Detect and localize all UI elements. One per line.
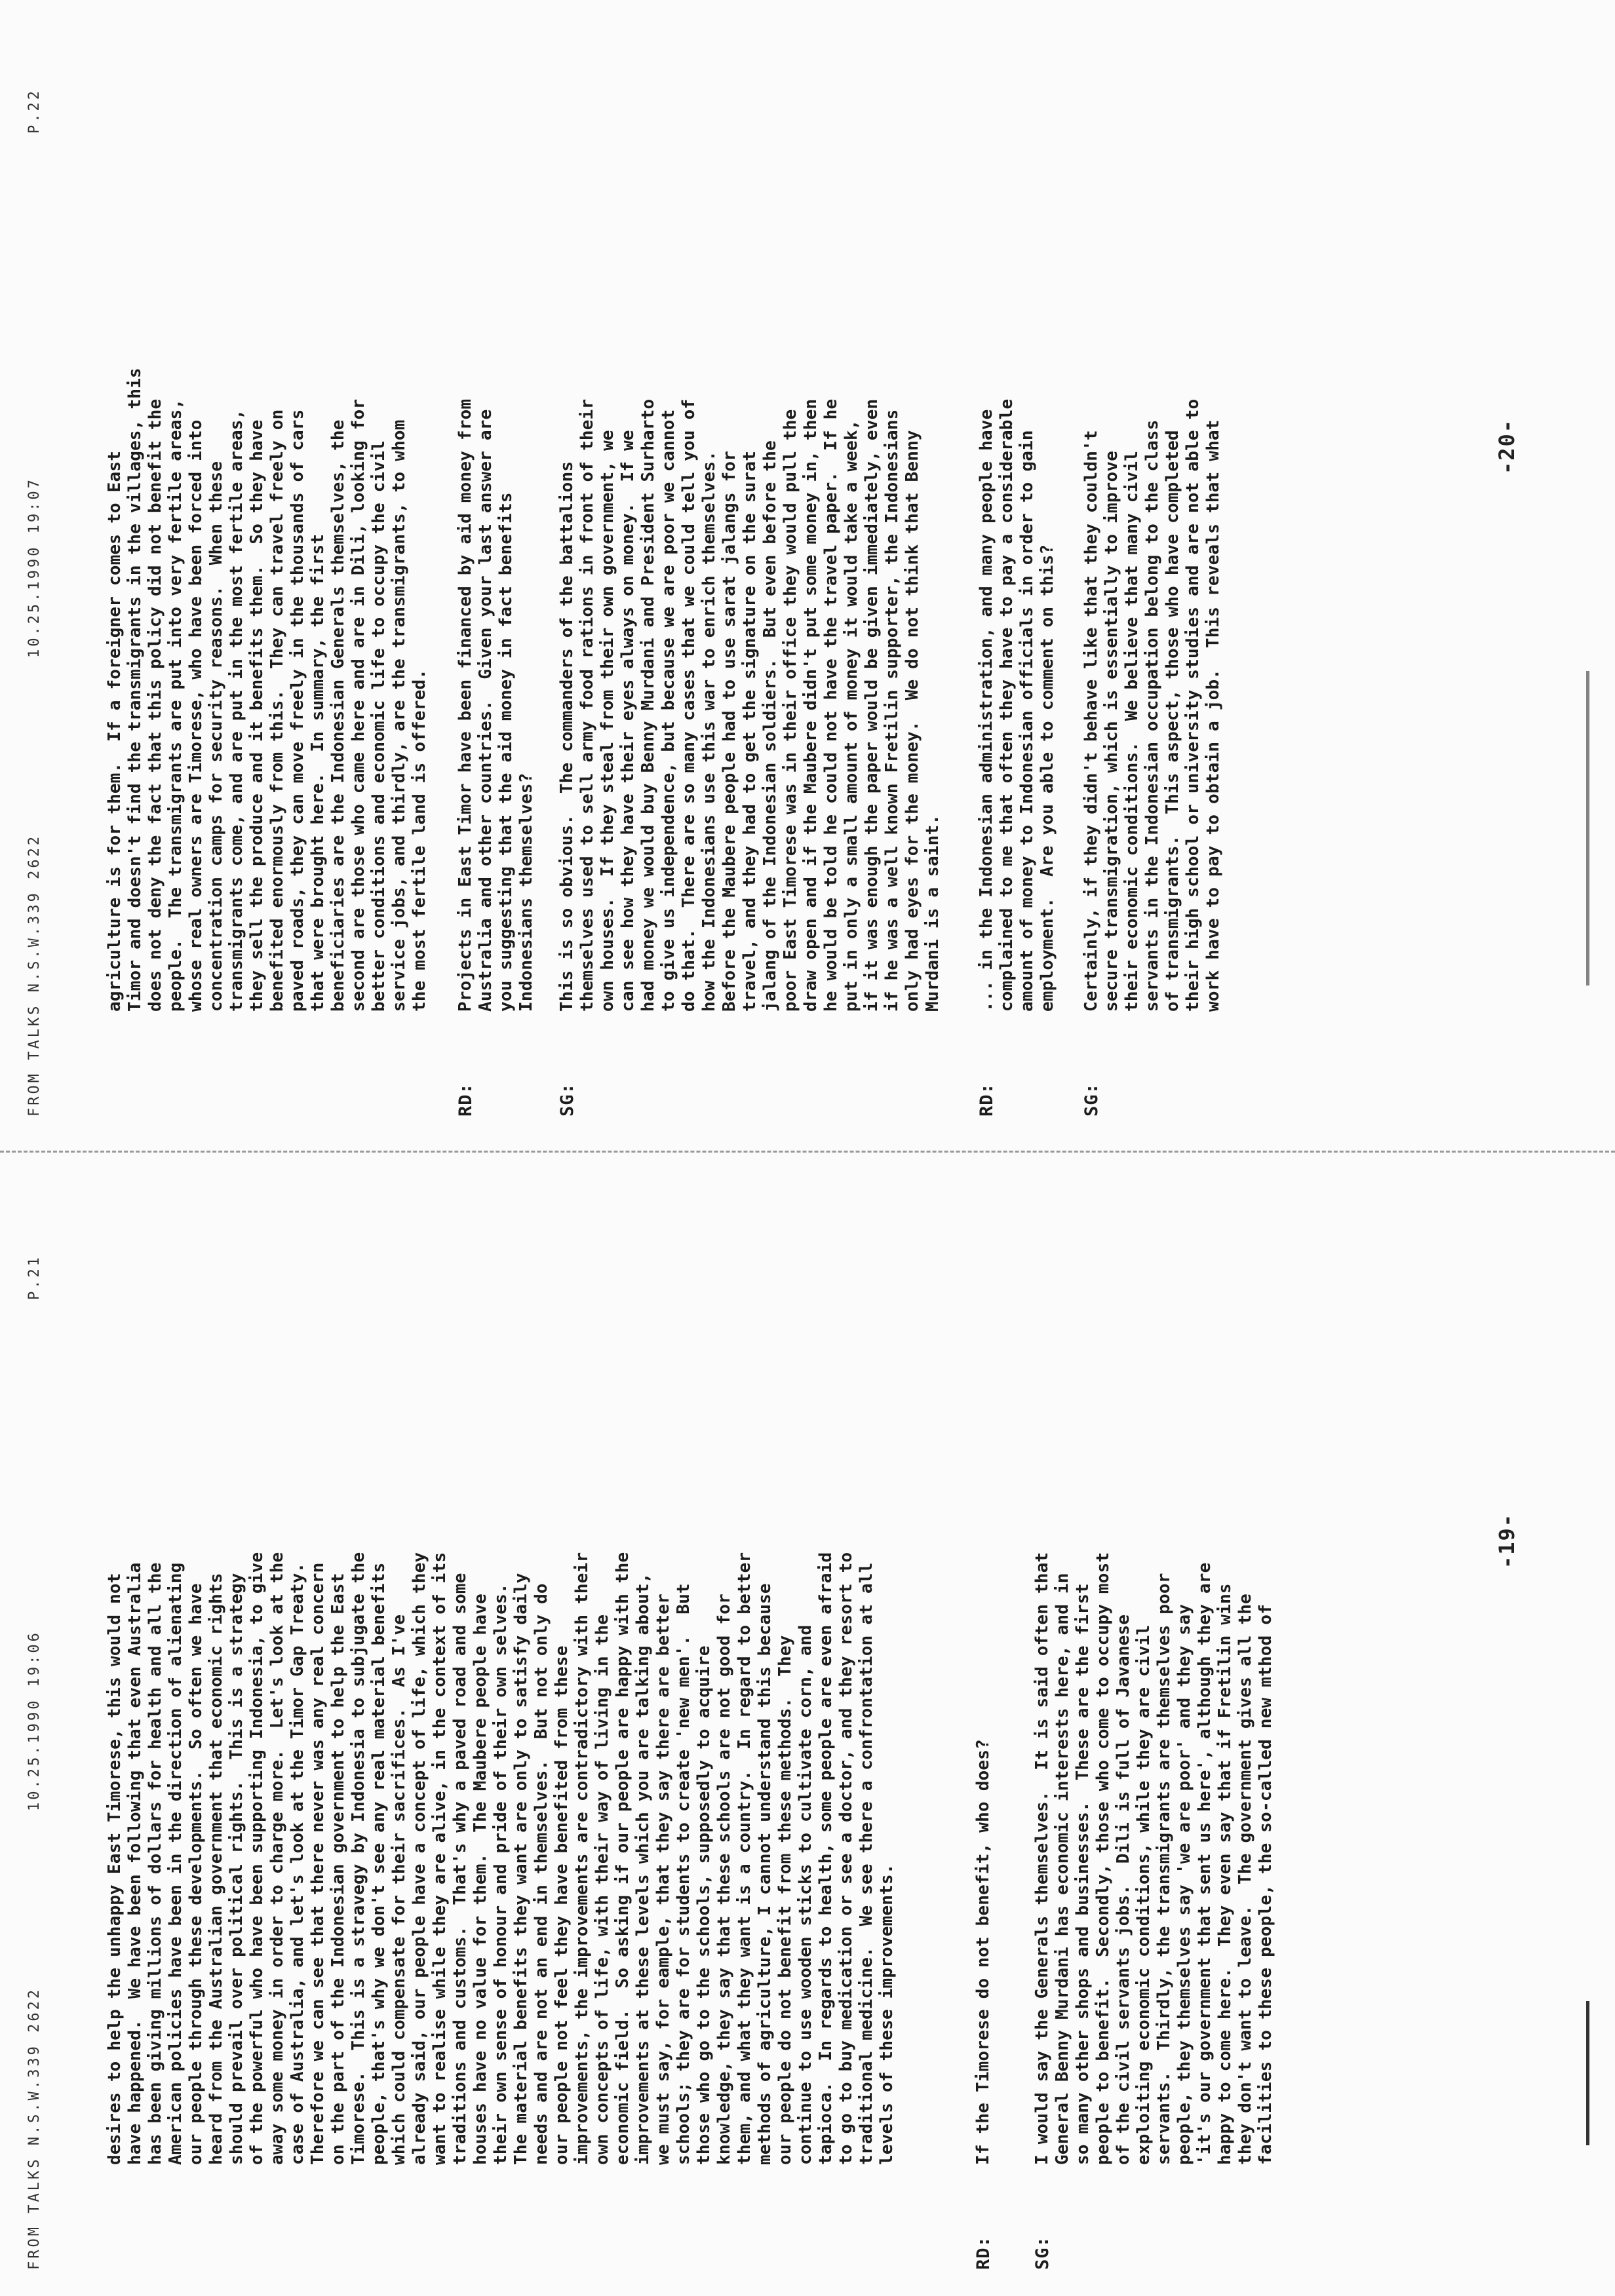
page-divider bbox=[0, 1151, 1615, 1153]
answer-text: Certainly, if they didn't behave like that they couldn't secure transmigration, which is essentially to improve their economic conditions. We believe that many civil servants in the Indonesian occupation belong to the class of transmigrants. This aspect, those who have completed their high school or university studies and are not able to work have to pay to obtain a job. This reveals that what bbox=[1081, 398, 1223, 1012]
body-paragraph: desires to help the unhappy East Timorese, this would not have happened. We have been following that even Australia has been giving millions of dollars for health and all the American policies have been in the direction of alienating our people through these developments. So often we have heard from the Australian government that economic rights should prevail over political rights. This is a strategy of the powerful who have been supporting Indonesia, to give away some money in order to charge more. Let's look at the case of Australia, and let's look at the Timor Gap Treaty. Therefore we can see that there never was any real concern on the part of the Indonesian government to help the East Timorese. This is a stravegy by Indonesia to subjugate the people, that's why we don't see any real material benefits which could compensate for their sacrifices. As I've already said, our people have a concept of life, which they want to realise while they are alive, in the context of its traditions and customs. That's why a paved road and some houses have no value for them. The Maubere people have their own sense of honour and pride of their own selves. The material benefits they want are only to satisfy daily needs and are not an end in themselves. But not only do our people not feel they have benefited from these improvements, the improvements are contradictory with their own concepts of life, with their way of living in the economic field. So asking if our people are happy with the improvements at these levels which you are talking about, we must say, for eample, that they say there are better schools; they are for students to create 'new men'. But those who go to the schools, supposedly to acquire knowledge, they say that these schools are not good for them, and what they want is a country. In regard to better methods of agriculture, I cannot understand this because our people do not benefit from these methods. They continue to use wooden sticks to cultivate corn, and tapioca. In regards to health, some people are even afraid to go to buy medication or see a doctor, and they resort to traditional medicine. We see there a confrontation at all levels of these improvements. bbox=[105, 1552, 897, 2165]
question-text: ... in the Indonesian administration, and many people have complained to me that often they have to pay a considerable amount of money to Indonesian officials in order to gain employment. Are you able to comment on this? bbox=[977, 398, 1057, 1012]
question-text: If the Timorese do not benefit, who does? bbox=[973, 1739, 993, 2165]
question-text: Projects in East Timor have been financed by aid money from Australia and other countries. Given your last answer are you suggesting that the aid money in fact benefits Indonesians themselves? bbox=[456, 398, 536, 1012]
fax-datetime: 10.25.1990 19:07 bbox=[26, 477, 43, 658]
answer-text: This is so obvious. The commanders of the battalions themselves used to sell army food rations in front of their own houses. If they steal from their own government, we can see how they have their eyes always on money. If we had money we would buy Benny Murdani and President Surharto to give us independence, but because we are poor we cannot do that. There are so many cases that we could tell you of how the Indonesians use this war to enrich themselves. Before the Maubere people had to use sarat jalangs for travel, and they had to get the signature on the surat jalang of the Indonesian soldiers. But even before the poor East Timorese was in their office they would pull the draw open and if the Maubere didn't put some money in, then he would be told he could not have the travel paper. If he put in only a small amount of money it would take a week, if it was enough the paper would be given immediately, even if he was a well known Fretilin supporter, the Indonesians only had eyes for the money. We do not think that Benny Murdani is a saint. bbox=[557, 398, 943, 1012]
page-number: -20- bbox=[1494, 418, 1519, 474]
scan-artifact bbox=[1586, 671, 1589, 985]
scan-artifact bbox=[1586, 2001, 1589, 2145]
body-paragraph: agriculture is for them. If a foreigner comes to East Timor and doesn't find the transmigrants in the villages, this does not deny the fact that this policy did not benefit the people. The transmigrants are put into very fertile areas, whose real owners are Timorese, who have been forced into concentration camps for security reasons. When these transmigrants come, and are put in the most fertile areas, they sell the produce and it benefits them. So they have benefited enormously from this. They can travel freely on paved roads, they can move freely in the thousands of cars that were brought here. In summary, the first beneficiaries are the Indonesian Generals themselves, the second are those who came here and are in Dili, looking for better conditions and economic life to occupy the civil service jobs, and thirdly, are the transmigrants, to whom the most fertile land is offered. bbox=[105, 368, 429, 1012]
speaker-label: SG: bbox=[557, 1082, 577, 1117]
fax-sender: FROM TALKS N.S.W.339 2622 bbox=[26, 1987, 43, 2270]
fax-datetime: 10.25.1990 19:06 bbox=[26, 1630, 43, 1811]
fax-page-number: P.22 bbox=[26, 88, 43, 134]
page-20 bbox=[105, 48, 1547, 1117]
page-19 bbox=[105, 1202, 1547, 2270]
fax-page-number: P.21 bbox=[26, 1255, 43, 1300]
speaker-label: RD: bbox=[973, 2236, 994, 2270]
speaker-label: RD: bbox=[456, 1082, 476, 1117]
page-number: -19- bbox=[1494, 1512, 1519, 1569]
fax-sender: FROM TALKS N.S.W.339 2622 bbox=[26, 833, 43, 1117]
answer-text: I would say the Generals themselves. It is said often that General Benny Murdani has economic interests here, and in so many other shops and businesses. These are the first people to benefit. Secondly, those who come to occupy most of the civil servants jobs. Dili is full of Javanese exploiting economic conditions, while they are civil servants. Thirdly, the transmigrants are themselves poor people, they themselves say 'we are poor' and they say 'it's our government that sent us here', although they are happy to come here. They even say that if Fretilin wins they don't want to leave. The government gives all the facilities to these people, the so-called new mthod of bbox=[1032, 1552, 1275, 2165]
speaker-label: SG: bbox=[1081, 1082, 1102, 1117]
speaker-label: RD: bbox=[977, 1082, 997, 1117]
speaker-label: SG: bbox=[1032, 2236, 1053, 2270]
